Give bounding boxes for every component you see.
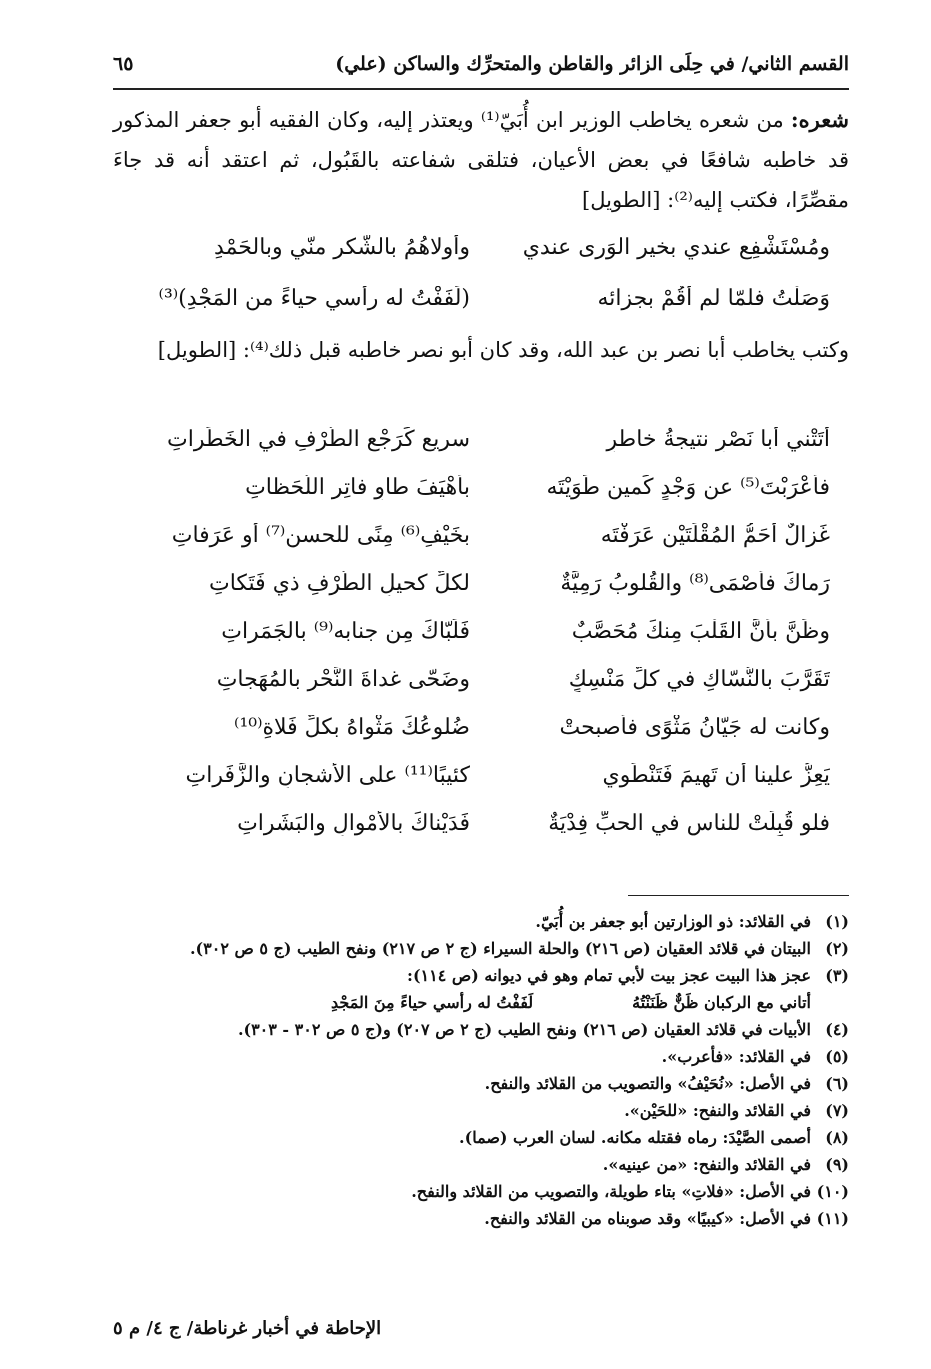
verse-line (150, 222, 830, 273)
footnote-number: (٧) (825, 1101, 849, 1120)
footnote (113, 1178, 849, 1205)
footnote-text: أصمى الصَّيْدَ: رماه فقتله مكانه. لسان العرب (صما). (459, 1128, 811, 1147)
second-hemistich: وضَحّى غداةَ النَّحْرِ بالمُهَجاتِ (216, 666, 470, 692)
first-hemistich: وَصَلْتُ فلمّا لم أقُمْ بجزائه (597, 286, 830, 311)
verse-line (150, 415, 830, 463)
footnote-number: (٦) (825, 1074, 849, 1093)
intro-lead: شعره: (790, 107, 849, 132)
verse-line (150, 463, 830, 511)
header-rule (113, 88, 849, 90)
first-hemistich: أتَتْني أبا نَصْرٍ نتيجةُ خاطرٍ (606, 426, 830, 452)
footnote-number: (٣) (825, 966, 849, 985)
footnote-number: (١١) (816, 1209, 849, 1228)
poem-1 (150, 222, 830, 324)
first-hemistich: وظَنَّ بأنَّ القَلْبَ مِنكَ مُحَصَّبٌ (571, 618, 830, 644)
footnote (113, 962, 849, 989)
footnote-text: عجز هذا البيت عجز بيت لأبي تمام وهو في ديوانه (ص ١١٤): (407, 966, 811, 985)
second-hemistich: فَدَيْناكَ بالأمْوالِ والبَشَراتِ (237, 810, 470, 836)
footnote-number: (١) (825, 912, 849, 931)
second-paragraph-text: وكتب يخاطب أبا نصر بن عبد الله، وقد كان أبو نصر خاطبه قبل ذلك⁽⁴⁾: [الطويل] (157, 338, 849, 362)
footnote-number: (١٠) (816, 1182, 849, 1201)
footnote-number: (٥) (825, 1047, 849, 1066)
second-hemistich: بأهْيَفَ طاوٍ فاتِرِ اللَّحَظاتِ (245, 474, 470, 500)
verse-line (150, 751, 830, 799)
footnote-text: الأبيات في قلائد العقيان (ص ٢١٦) ونفح الطيب (ج ٢ ص ٢٠٧) و(ج ٥ ص ٣٠٢ - ٣٠٣). (237, 1020, 811, 1039)
footnote-number: (٩) (825, 1155, 849, 1174)
verse-line (150, 273, 830, 324)
first-hemistich: رَماكَ فأصْمَى⁽⁸⁾ والقُلوبُ رَمِيَّةٌ (560, 570, 830, 596)
second-hemistich: كئيبًا⁽¹¹⁾ على الأشجانِ والزَّفَراتِ (185, 762, 470, 788)
first-hemistich: وكانت له جَيّانُ مَثْوًى فأصبحتْ (559, 714, 830, 740)
poem-2 (150, 415, 830, 847)
footnote-text: في الأصل: «فلاتِ» بتاء طويلة، والتصويب من القلائد والنفح. (411, 1182, 811, 1201)
footnote (113, 1205, 849, 1232)
footnote (113, 1151, 849, 1178)
footnote-text: في الأصل: «كيبيًا» وقد صوبناه من القلائد والنفح. (484, 1209, 811, 1228)
intro-paragraph (113, 100, 849, 220)
footer-text: الإحاطة في أخبار غرناطة/ ج ٤/ م ٥ (113, 1318, 382, 1339)
intro-text: من شعره يخاطب الوزير ابن أُبَيّ⁽¹⁾ ويعتذر إليه، وكان الفقيه أبو جعفر المذكور قد خاطبه شافعًا في بعض الأعيان، فتلقى شفاعته بالقَبُول، ثم اعتقد أنه قد جاءَ مقصِّرًا، فكتب إليه⁽²⁾: [الطويل] (113, 108, 849, 212)
second-hemistich: لكلِّ كحيلِ الطَّرْفِ ذي فَتَكاتِ (208, 570, 470, 596)
footnote-separator (628, 895, 849, 896)
verse-line (150, 703, 830, 751)
running-footer (113, 1318, 849, 1348)
footnote (113, 1097, 849, 1124)
footnote-text: في القلائد: «فأعرب». (661, 1047, 811, 1066)
header-title: القسم الثاني/ في حِلَى الزائر والقاطن والمتحرِّك والساكن (علي) (335, 53, 849, 75)
verse-line (150, 511, 830, 559)
first-hemistich: يَعِزُّ علينا أن تَهيمَ فَتَنْطَوي (602, 762, 830, 788)
second-hemistich: (لَفَفْتُ له رأسي حياءً من المَجْدِ)⁽³⁾ (158, 286, 470, 311)
first-hemistich: فلو قُبِلَتْ للناسِ في الحبِّ فِدْيَةٌ (548, 810, 830, 836)
second-hemistich: سريعِ كَرَجْعِ الطَّرْفِ في الخَطَراتِ (167, 426, 470, 452)
footnote-number: (٤) (825, 1020, 849, 1039)
verse-line (150, 607, 830, 655)
second-hemistich: وأولاهُمُ بالشُّكرِ منّي وبالحَمْدِ (214, 235, 470, 260)
footnote-verse (331, 989, 849, 1016)
footnote (113, 1016, 849, 1043)
verse-line (150, 559, 830, 607)
footnote-verse-second: لَفَفْتُ له رأسي حياءً مِنَ المَجْدِ (331, 993, 534, 1012)
footnote-text: في القلائد والنفح: «للحَيْن». (624, 1101, 811, 1120)
second-paragraph (113, 330, 849, 370)
first-hemistich: فأعْرَبْتَ⁽⁵⁾ عن وَجْدٍ كَمينٍ طَوَيْتَه (546, 474, 830, 500)
footnote-verse-first: أتاني مع الركبان ظَنٌّ ظَنَنْتُهُ (632, 993, 811, 1012)
footnote (113, 935, 849, 962)
footnote (113, 908, 849, 935)
page-number: ٦٥ (113, 53, 134, 75)
second-hemistich: فَلَبّاكَ مِن جنابه⁽⁹⁾ بالجَمَراتِ (221, 618, 470, 644)
second-hemistich: بخَيْفِ⁽⁶⁾ مِنًى للحسن⁽⁷⁾ أو عَرَفاتِ (171, 522, 470, 548)
footnote (113, 1043, 849, 1070)
verse-line (150, 655, 830, 703)
footnote-number: (٨) (825, 1128, 849, 1147)
footnote-text: في الأصل: «نُحَيْفُ» والتصويب من القلائد والنفح. (484, 1074, 811, 1093)
second-hemistich: ضُلوعُكَ مَثْواهُ بكلِّ فَلاةِ⁽¹⁰⁾ (234, 714, 470, 740)
first-hemistich: غَزالٌ أحَمُّ المُقْلَتَيْنِ عَرَفْتَه (600, 522, 830, 548)
footnote (113, 1124, 849, 1151)
footnote-number: (٢) (825, 939, 849, 958)
footnote-text: في القلائد والنفح: «من عينيه». (602, 1155, 811, 1174)
running-header (113, 44, 849, 84)
first-hemistich: ومُسْتَشْفِعٍ عندي بخير الوَرى عندي (522, 235, 830, 260)
footnote-text: البيتان في قلائد العقيان (ص ٢١٦) والحلة السيراء (ج ٢ ص ٢١٧) ونفح الطيب (ج ٥ ص ٣٠٢). (189, 939, 811, 958)
footnote (113, 1070, 849, 1097)
footnotes (113, 908, 849, 1232)
first-hemistich: تَقَرَّبَ بالنُّسّاكِ في كلِّ مَنْسِكٍ (568, 666, 830, 692)
footnote-text: في القلائد: ذو الوزارتين أبو جعفر بن أُبَيّ. (535, 912, 811, 931)
verse-line (150, 799, 830, 847)
